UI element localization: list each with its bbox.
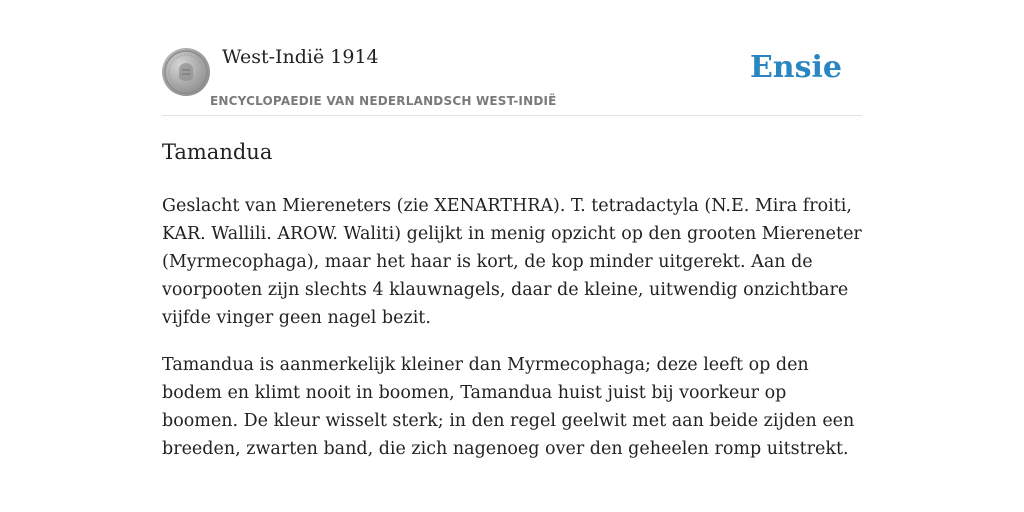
site-subtitle: ENCYCLOPAEDIE VAN NEDERLANDSCH WEST-INDIË — [210, 94, 557, 108]
article-paragraph: Geslacht van Miereneters (zie XENARTHRA). T. tetradactyla (N.E. Mira froiti, KAR. Wallili. AROW. Waliti) gelijkt in menig opzicht op den grooten Miereneter (Myrmecophaga), maar het haar is kort, de kop minder uitgerekt. Aan de voorpooten zijn slechts 4 klauwnagels, daar de kleine, uitwendig onzichtbare vijfde vinger geen nagel bezit. — [162, 196, 862, 328]
page-title: Tamandua — [162, 140, 273, 164]
article-body — [162, 192, 862, 482]
site-title[interactable]: West-Indië 1914 — [222, 46, 379, 68]
article-paragraph: Tamandua is aanmerkelijk kleiner dan Myrmecophaga; deze leeft op den bodem en klimt nooit in boomen, Tamandua huist juist bij voorkeur op boomen. De kleur wisselt sterk; in den regel geelwit met aan beide zijden een breeden, zwarten band, die zich nagenoeg over den geheelen romp uitstrekt. — [162, 355, 855, 459]
site-header — [162, 40, 862, 116]
coin-seal-icon[interactable] — [162, 48, 210, 96]
brand-logo-link[interactable]: Ensie — [749, 50, 842, 85]
